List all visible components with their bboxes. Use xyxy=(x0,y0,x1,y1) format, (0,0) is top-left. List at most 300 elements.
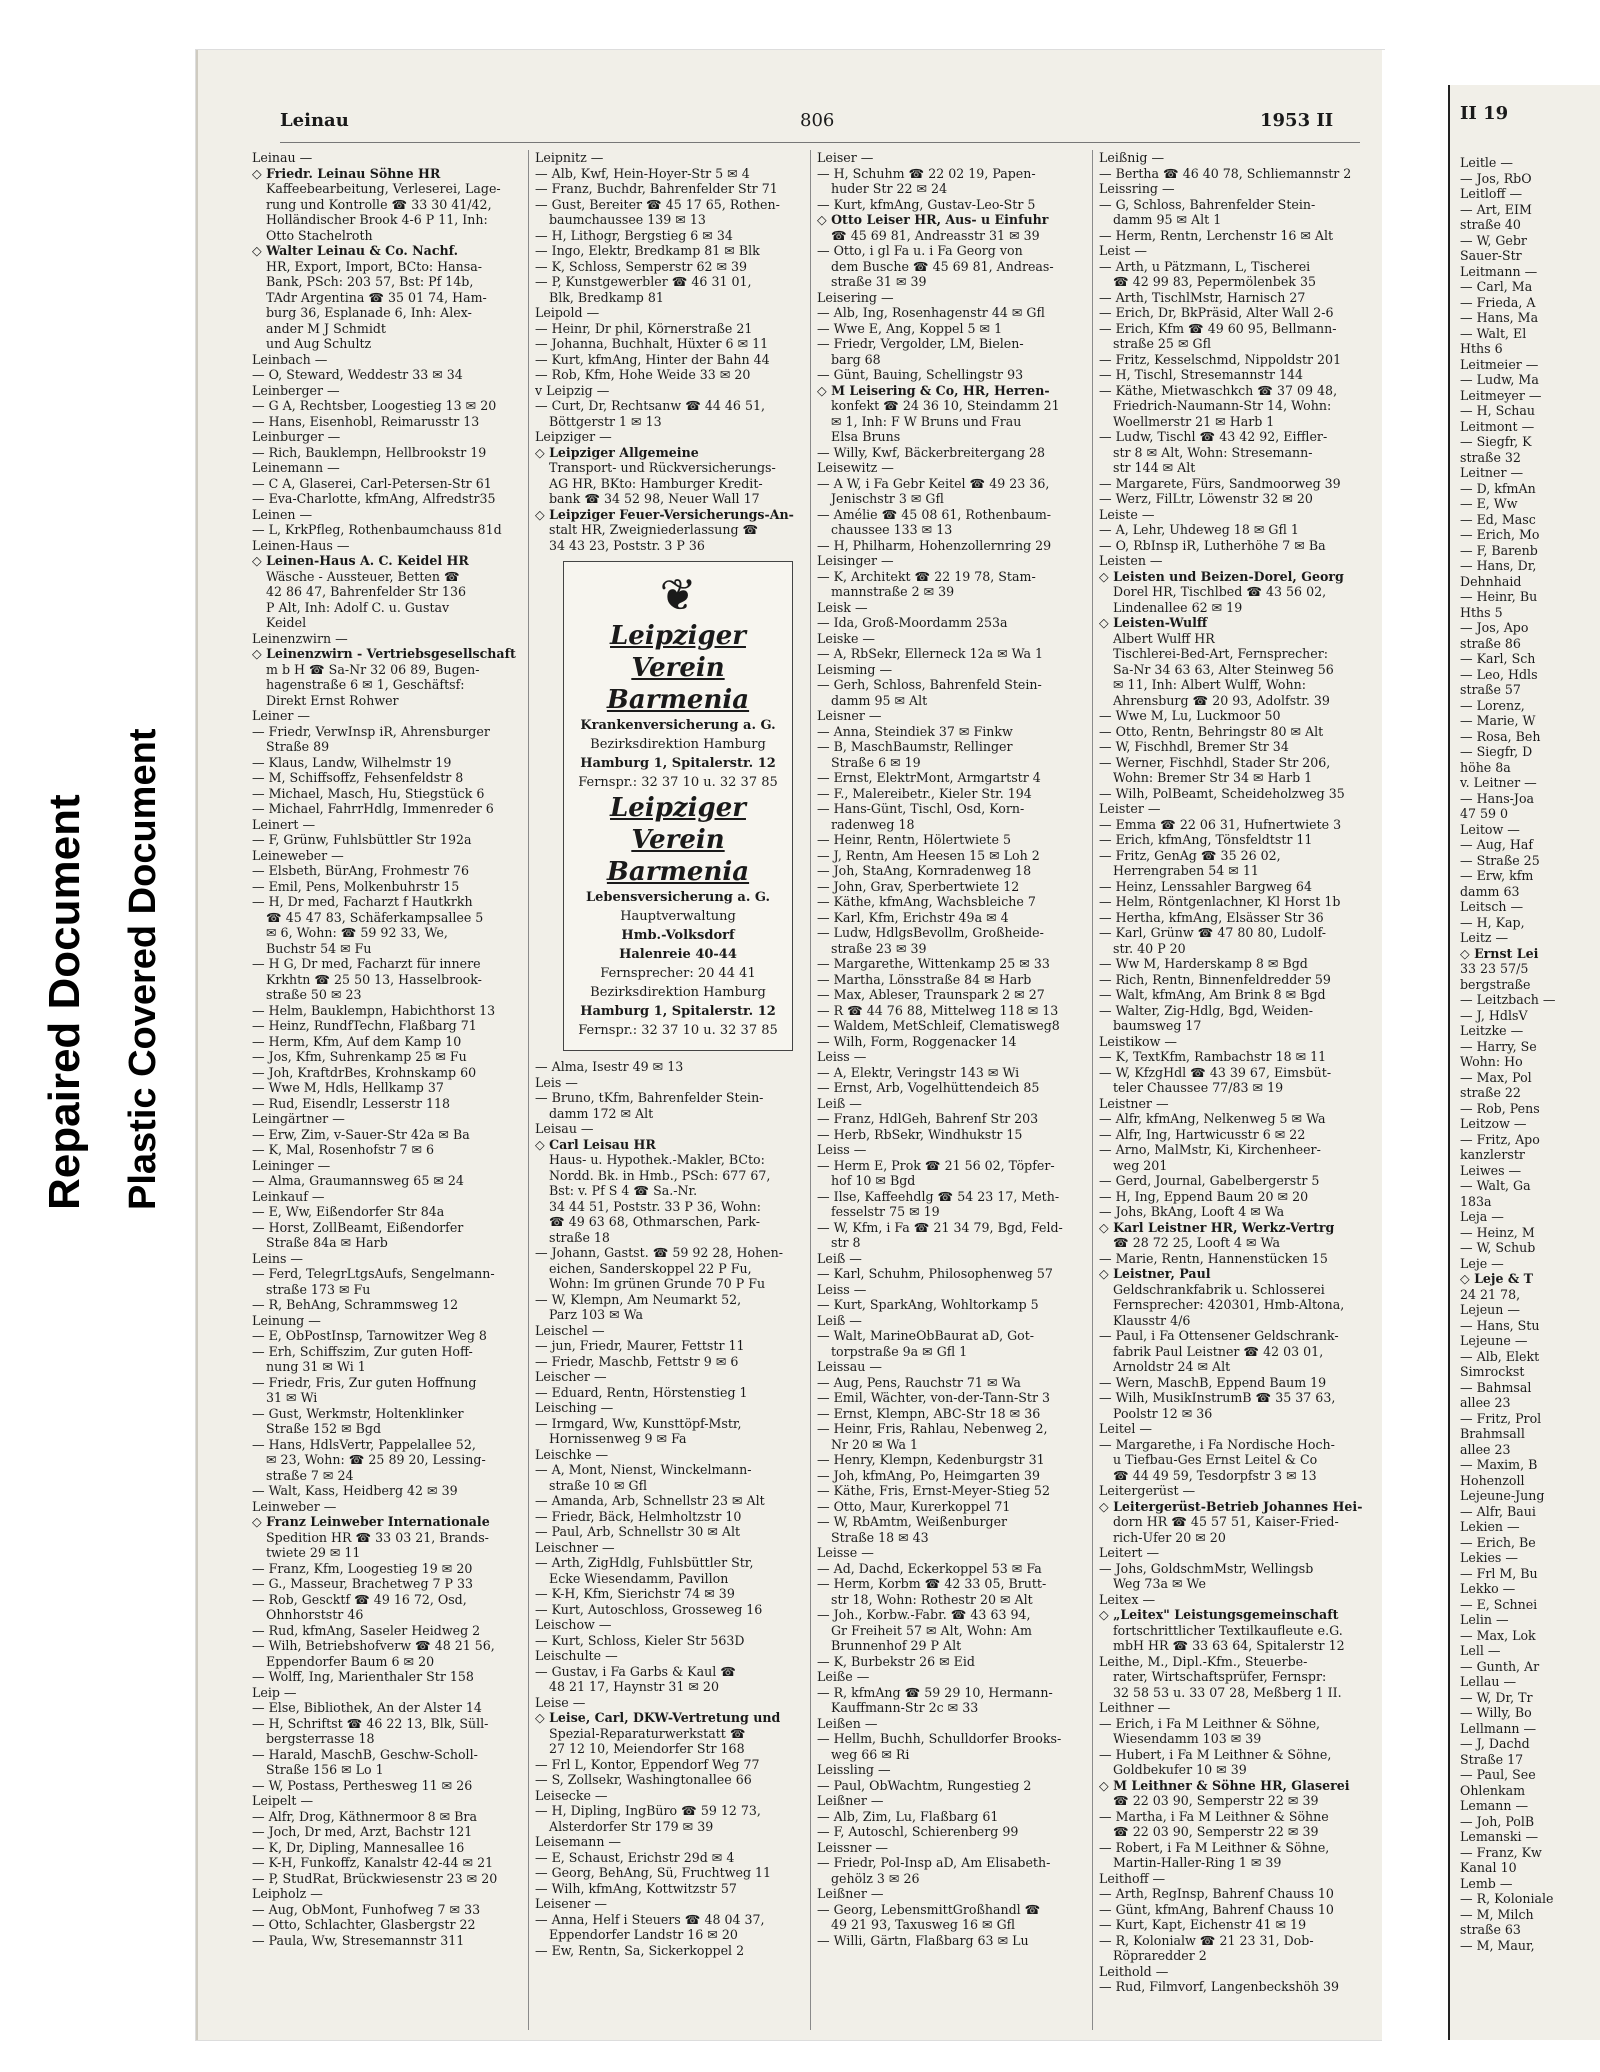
directory-entry: — Herb, RbSekr, Windhukstr 15 xyxy=(817,1126,1023,1142)
surname-heading: Leisse — xyxy=(817,1545,874,1560)
directory-entry: — Erich, Be xyxy=(1460,1534,1536,1550)
directory-entry: — Ernst, ElektrMont, Armgartstr 4 xyxy=(817,770,1041,785)
surname-heading: Leip — xyxy=(252,1684,297,1700)
directory-entry: — P, Kunstgewerbler ☎ 46 31 01, xyxy=(535,274,752,289)
directory-entry: — G., Masseur, Brachetweg 7 P 33 xyxy=(252,1576,474,1591)
directory-entry: — Hans, HdlsVertr, Pappelallee 52, xyxy=(252,1436,476,1452)
surname-heading: Leischner — xyxy=(535,1539,615,1555)
directory-entry: u Tiefbau-Ges Ernst Leitel & Co xyxy=(1113,1452,1318,1467)
directory-entry: — Alfr, Baui xyxy=(1460,1503,1536,1519)
directory-entry: — Arth, TischlMstr, Harnisch 27 xyxy=(1099,289,1306,305)
directory-entry: straße 32 xyxy=(1460,449,1521,465)
surname-heading: Leist — xyxy=(1099,243,1147,258)
surname-heading: Leiner — xyxy=(252,708,311,723)
surname-heading: Leisener — xyxy=(535,1896,607,1911)
surname-heading: Leje — xyxy=(1460,1255,1504,1271)
directory-entry: — Friedr, Fris, Zur guten Hoffnung xyxy=(252,1374,477,1390)
directory-entry: — Margarethe, i Fa Nordische Hoch- xyxy=(1099,1436,1335,1452)
directory-entry: Kauffmann-Str 2c ✉ 33 xyxy=(831,1700,979,1715)
directory-entry: Bst: v. Pf S 4 ☎ Sa.-Nr. xyxy=(549,1183,698,1198)
directory-entry: — Heinz, RundfTechn, Flaßbarg 71 xyxy=(252,1018,477,1033)
directory-entry: Woellmerstr 21 ✉ Harb 1 xyxy=(1113,413,1275,429)
surname-heading: Leithner — xyxy=(1099,1700,1171,1715)
directory-entry: ◇ Leisten-Wulff xyxy=(1099,615,1208,630)
directory-entry: Wohn: Im grünen Grunde 70 P Fu xyxy=(549,1276,766,1291)
directory-entry: — Rud, kfmAng, Saseler Heidweg 2 xyxy=(252,1622,481,1638)
directory-entry: — Joh, StaAng, Kornradenweg 18 xyxy=(817,863,1032,878)
directory-entry: ◇ M Leithner & Söhne HR, Glaserei xyxy=(1099,1777,1350,1793)
directory-entry: — Waldem, MetSchleif, Clematisweg8 xyxy=(817,1018,1060,1033)
directory-entry: ◇ Leipziger Allgemeine xyxy=(535,444,699,460)
directory-entry: — W, Kfm, i Fa ☎ 21 34 79, Bgd, Feld- xyxy=(817,1219,1063,1235)
directory-entry: — P, StudRat, Brückwiesenstr 23 ✉ 20 xyxy=(252,1870,498,1886)
directory-entry: Wohn: Bremer Str 34 ✉ Harb 1 xyxy=(1113,770,1313,785)
directory-entry: — Kurt, kfmAng, Gustav-Leo-Str 5 xyxy=(817,196,1036,212)
directory-entry: — Frl M, Bu xyxy=(1460,1565,1538,1581)
directory-entry: — R, kfmAng ☎ 59 29 10, Hermann- xyxy=(817,1684,1053,1700)
directory-entry: — O, Steward, Weddestr 33 ✉ 34 xyxy=(252,367,463,382)
directory-entry: rater, Wirtschaftsprüfer, Fernspr: xyxy=(1113,1669,1327,1684)
surname-heading: Leitow — xyxy=(1460,821,1520,837)
directory-entry: — G A, Rechtsber, Loogestieg 13 ✉ 20 xyxy=(252,398,497,413)
directory-entry: damm 63 xyxy=(1460,883,1520,899)
directory-entry: baumchaussee 139 ✉ 13 xyxy=(549,212,706,227)
directory-entry: — Hans, Ma xyxy=(1460,310,1539,325)
directory-entry: ☎ 45 47 83, Schäferkampsallee 5 xyxy=(266,909,484,925)
directory-entry: — K, TextKfm, Rambachstr 18 ✉ 11 xyxy=(1099,1049,1327,1064)
directory-entry: — Hans-Joa xyxy=(1460,790,1535,806)
directory-entry: ◇ Otto Leiser HR, Aus- u Einfuhr xyxy=(817,212,1049,227)
directory-entry: — D, kfmAn xyxy=(1460,480,1536,496)
directory-entry: — Karl, Kfm, Erichstr 49a ✉ 4 xyxy=(817,909,1009,925)
directory-entry: — Otto, Schlachter, Glasbergstr 22 xyxy=(252,1917,476,1932)
directory-entry: str. 40 P 20 xyxy=(1113,940,1186,956)
directory-entry: — Bertha ☎ 46 40 78, Schliemannstr 2 xyxy=(1099,165,1352,181)
directory-entry: — Fritz, Apo xyxy=(1460,1131,1540,1147)
directory-entry: ◇ Leipziger Feuer-Versicherungs-An- xyxy=(535,506,794,522)
directory-entry: — Else, Bibliothek, An der Alster 14 xyxy=(252,1700,482,1715)
directory-entry: dorn HR ☎ 45 57 51, Kaiser-Fried- xyxy=(1113,1514,1339,1529)
directory-entry: — Art, EIM xyxy=(1460,201,1532,217)
directory-entry: straße 23 ✉ 39 xyxy=(831,940,927,956)
directory-entry: — Ww M, Harderskamp 8 ✉ Bgd xyxy=(1099,956,1308,971)
directory-entry: Leithe, M., Dipl.-Kfm., Steuerbe- xyxy=(1099,1653,1308,1669)
directory-entry: — Hellm, Buchh, Schulldorfer Brooks- xyxy=(817,1731,1062,1746)
directory-entry: — Bruno, tKfm, Bahrenfelder Stein- xyxy=(535,1090,764,1105)
surname-heading: Leithold — xyxy=(1099,1963,1169,1979)
directory-entry: — Kurt, SparkAng, Wohltorkamp 5 xyxy=(817,1297,1039,1312)
directory-entry: — F, Autoschl, Schierenberg 99 xyxy=(817,1824,1019,1839)
directory-entry: — Max, Ableser, Traunspark 2 ✉ 27 xyxy=(817,987,1045,1002)
directory-entry: — Gerh, Schloss, Bahrenfeld Stein- xyxy=(817,677,1042,692)
directory-entry: — B, MaschBaumstr, Rellinger xyxy=(817,739,1013,754)
directory-entry: — Aug, Haf xyxy=(1460,837,1534,852)
directory-entry: Goldbekufer 10 ✉ 39 xyxy=(1113,1762,1247,1777)
directory-entry: straße 57 xyxy=(1460,682,1521,697)
directory-entry: — Elsbeth, BürAng, Frohmestr 76 xyxy=(252,863,470,878)
directory-entry: hof 10 ✉ Bgd xyxy=(831,1173,916,1188)
directory-entry: rung und Kontrolle ☎ 33 30 41/42, xyxy=(266,196,492,212)
directory-entry: — Otto, Rentn, Behringstr 80 ✉ Alt xyxy=(1099,723,1324,739)
directory-entry: — Paul, ObWachtm, Rungestieg 2 xyxy=(817,1777,1032,1793)
directory-entry: — Käthe, Mietwaschkch ☎ 37 09 48, xyxy=(1099,382,1338,398)
next-page-column xyxy=(1460,155,1555,1953)
directory-entry: Tischlerei-Bed-Art, Fernsprecher: xyxy=(1113,646,1329,661)
surname-heading: Leinberger — xyxy=(252,382,340,398)
directory-entry: Transport- und Rückversicherungs- xyxy=(549,460,776,475)
directory-entry: — Lorenz, xyxy=(1460,697,1525,713)
ad-line: Hamburg 1, Spitalerstr. 12 xyxy=(580,1004,776,1019)
directory-entry: ☎ 22 03 90, Semperstr 22 ✉ 39 xyxy=(1113,1824,1319,1839)
surname-heading: Lellau — xyxy=(1460,1674,1517,1689)
directory-entry: — S, Zollsekr, Washingtonallee 66 xyxy=(535,1772,752,1787)
directory-entry: — Rud, Eisendlr, Lesserstr 118 xyxy=(252,1095,451,1111)
directory-entry: — Jos, RbO xyxy=(1460,170,1532,186)
surname-heading: Leitzke — xyxy=(1460,1023,1524,1038)
directory-entry: — Otto, i gl Fa u. i Fa Georg von xyxy=(817,243,1023,258)
directory-entry: ◇ Leise, Carl, DKW-Vertretung und xyxy=(535,1710,781,1725)
directory-entry: — E, ObPostInsp, Tarnowitzer Weg 8 xyxy=(252,1328,487,1343)
directory-entry: — J, Rentn, Am Heesen 15 ✉ Loh 2 xyxy=(817,847,1040,863)
directory-entry: mannstraße 2 ✉ 39 xyxy=(831,584,955,599)
directory-entry: — F., Malereibetr., Kieler Str. 194 xyxy=(817,785,1032,801)
directory-entry: ◇ Leje & T xyxy=(1460,1271,1534,1286)
directory-entry: — Klaus, Landw, Wilhelmstr 19 xyxy=(252,754,452,770)
directory-entry: — Carl, Ma xyxy=(1460,279,1533,294)
directory-entry: — Joh, PolB xyxy=(1460,1813,1535,1829)
directory-entry: — Heinr, Rentn, Hölertwiete 5 xyxy=(817,832,1011,847)
surname-heading: Leitmeier — xyxy=(1460,356,1539,372)
directory-entry: Krkhtn ☎ 25 50 13, Hasselbrook- xyxy=(266,971,482,987)
directory-page xyxy=(196,50,1384,2040)
surname-heading: Leininger — xyxy=(252,1157,331,1173)
directory-entry: torpstraße 9a ✉ Gfl 1 xyxy=(831,1343,968,1359)
surname-heading: Leischulte — xyxy=(535,1648,618,1663)
page-number: 806 xyxy=(800,110,835,131)
directory-entry: — Max, Pol xyxy=(1460,1069,1532,1085)
directory-entry: — Ferd, TelegrLtgsAufs, Sengelmann- xyxy=(252,1266,495,1281)
directory-entry: — Leo, Hdls xyxy=(1460,666,1538,682)
directory-entry: Böttgerstr 1 ✉ 13 xyxy=(549,413,662,429)
surname-heading: Leißnig — xyxy=(1099,150,1165,165)
directory-entry: — Alfr, Ing, Hartwicusstr 6 ✉ 22 xyxy=(1099,1126,1306,1142)
directory-entry: — Kurt, Kapt, Eichenstr 41 ✉ 19 xyxy=(1099,1917,1307,1932)
directory-entry: Dehnhaid xyxy=(1460,573,1522,589)
directory-entry: — H, Dipling, IngBüro ☎ 59 12 73, xyxy=(535,1803,761,1818)
directory-entry: Eppendorfer Landstr 16 ✉ 20 xyxy=(549,1927,738,1942)
directory-entry: hagenstraße 6 ✉ 1, Geschäftsf: xyxy=(266,677,465,692)
directory-entry: str 8 xyxy=(831,1235,861,1250)
directory-entry: — John, Grav, Sperbertwiete 12 xyxy=(817,878,1020,894)
surname-heading: Leja — xyxy=(1460,1209,1504,1224)
directory-entry: — W, Postass, Perthesweg 11 ✉ 26 xyxy=(252,1777,473,1793)
directory-entry: Simrockst xyxy=(1460,1364,1525,1379)
directory-entry: — Anna, Helf i Steuers ☎ 48 04 37, xyxy=(535,1911,765,1927)
directory-entry: Holländischer Brook 4-6 P 11, Inh: xyxy=(266,212,488,227)
directory-entry: — Martha, i Fa M Leithner & Söhne xyxy=(1099,1808,1329,1824)
directory-entry: — Alb, Elekt xyxy=(1460,1348,1540,1364)
directory-entry: — Max, Lok xyxy=(1460,1627,1536,1643)
directory-entry: stalt HR, Zweigniederlassung ☎ xyxy=(549,522,759,537)
directory-entry: ☎ 42 99 83, Pepermölenbek 35 xyxy=(1113,274,1316,289)
directory-entry: eichen, Sanderskoppel 22 P Fu, xyxy=(549,1260,752,1276)
directory-entry: ◇ Friedr. Leinau Söhne HR xyxy=(252,165,441,181)
directory-entry: — Alb, Zim, Lu, Flaßbarg 61 xyxy=(817,1808,999,1824)
directory-entry: — Walt, Kass, Heidberg 42 ✉ 39 xyxy=(252,1483,458,1498)
directory-entry: — Wolff, Ing, Marienthaler Str 158 xyxy=(252,1669,474,1684)
surname-heading: Leinbach — xyxy=(252,351,328,367)
directory-entry: — Rob, Gescktf ☎ 49 16 72, Osd, xyxy=(252,1591,467,1607)
surname-heading: Leisecke — xyxy=(535,1787,608,1803)
directory-entry: baumsweg 17 xyxy=(1113,1018,1202,1033)
directory-entry: — Alb, Kwf, Hein-Hoyer-Str 5 ✉ 4 xyxy=(535,165,750,181)
directory-entry: — Paula, Ww, Stresemannstr 311 xyxy=(252,1932,465,1948)
directory-entry: 24 21 78, xyxy=(1460,1286,1521,1302)
directory-entry: Poolstr 12 ✉ 36 xyxy=(1113,1405,1213,1421)
directory-entry: — Rud, Filmvorf, Langenbeckshöh 39 xyxy=(1099,1979,1340,1994)
directory-entry: Hths 6 xyxy=(1460,341,1503,356)
directory-entry: weg 66 ✉ Ri xyxy=(831,1746,910,1762)
surname-heading: Leis — xyxy=(535,1074,578,1090)
directory-entry: — Wwe E, Ang, Koppel 5 ✉ 1 xyxy=(817,320,1003,336)
directory-entry: — Hans, Stu xyxy=(1460,1317,1540,1333)
directory-entry: — Helm, Bauklempn, Habichthorst 13 xyxy=(252,1002,496,1018)
directory-entry: — Aug, Pens, Rauchstr 71 ✉ Wa xyxy=(817,1374,1021,1390)
directory-entry: Martin-Haller-Ring 1 ✉ 39 xyxy=(1113,1855,1282,1870)
directory-entry: — Frl L, Kontor, Eppendorf Weg 77 xyxy=(535,1756,760,1772)
directory-entry: — Marie, Rentn, Hannenstücken 15 xyxy=(1099,1250,1328,1266)
directory-entry: straße 18 xyxy=(549,1229,610,1245)
next-page-edge xyxy=(1448,85,1600,2040)
surname-heading: Leißner — xyxy=(817,1793,884,1808)
directory-entry: — Friedr, Pol-Insp aD, Am Elisabeth- xyxy=(817,1855,1051,1870)
ad-line: Hamburg 1, Spitalerstr. 12 xyxy=(580,756,776,771)
directory-entry: — Wilh, PolBeamt, Scheideholzweg 35 xyxy=(1099,785,1345,801)
directory-entry: — W, Fischhdl, Bremer Str 34 xyxy=(1099,739,1289,754)
directory-entry: bank ☎ 34 52 98, Neuer Wall 17 xyxy=(549,491,760,506)
surname-heading: Leise — xyxy=(535,1694,586,1710)
directory-entry: Straße 89 xyxy=(266,739,330,754)
directory-entry: P Alt, Inh: Adolf C. u. Gustav xyxy=(266,599,450,615)
directory-entry: — Herm, Rentn, Lerchenstr 16 ✉ Alt xyxy=(1099,227,1334,243)
surname-heading: Leisming — xyxy=(817,661,893,677)
directory-entry: — Paul, See xyxy=(1460,1767,1536,1782)
surname-heading: Leitergerüst — xyxy=(1099,1483,1196,1498)
directory-entry: und Aug Schultz xyxy=(266,336,372,351)
barmenia-advertisement xyxy=(563,561,793,1051)
directory-entry: — Wilh, MusikInstrumB ☎ 35 37 63, xyxy=(1099,1390,1336,1405)
surname-heading: Leischow — xyxy=(535,1617,612,1632)
surname-heading: v. Leitner — xyxy=(1460,775,1537,790)
directory-entry: — Rich, Rentn, Binnenfeldredder 59 xyxy=(1099,971,1331,987)
directory-entry: — R, BehAng, Schrammsweg 12 xyxy=(252,1297,459,1312)
surname-heading: Lell — xyxy=(1460,1643,1501,1658)
directory-entry: — Walt, Ga xyxy=(1460,1178,1531,1193)
directory-entry: — Michael, FahrrHdlg, Immenreder 6 xyxy=(252,801,494,816)
surname-heading: Leiße — xyxy=(817,1669,870,1684)
directory-entry: — H, Schuhm ☎ 22 02 19, Papen- xyxy=(817,165,1036,181)
directory-entry: ✉ 23, Wohn: ☎ 25 89 20, Lessing- xyxy=(266,1452,486,1467)
directory-entry: — Margarete, Fürs, Sandmoorweg 39 xyxy=(1099,475,1341,491)
directory-entry: ◇ Leitergerüst-Betrieb Johannes Hei- xyxy=(1099,1498,1363,1514)
directory-entry: 31 ✉ Wi xyxy=(266,1390,318,1405)
surname-heading: v Leipzig — xyxy=(535,382,610,398)
surname-heading: Leiss — xyxy=(817,1281,867,1297)
directory-entry: — Ludw, Ma xyxy=(1460,372,1539,387)
directory-entry: burg 36, Esplanade 6, Inh: Alex- xyxy=(266,305,472,320)
surname-heading: Lekko — xyxy=(1460,1581,1516,1596)
surname-heading: Lekies — xyxy=(1460,1550,1518,1565)
directory-entry: — Eva-Charlotte, kfmAng, Alfredstr35 xyxy=(252,491,496,506)
directory-entry: ◇ Leisten und Beizen-Dorel, Georg xyxy=(1099,568,1344,584)
directory-entry: straße 40 xyxy=(1460,217,1521,232)
directory-entry: Ahrensburg ☎ 20 93, Adolfstr. 39 xyxy=(1113,692,1330,708)
directory-entry: Hths 5 xyxy=(1460,604,1503,620)
repair-stamp xyxy=(0,0,190,2072)
directory-entry: — A, Mont, Nienst, Winckelmann- xyxy=(535,1462,752,1477)
directory-entry: 42 86 47, Bahrenfelder Str 136 xyxy=(266,584,466,599)
surname-heading: Leitmont — xyxy=(1460,418,1535,434)
directory-entry: 32 58 53 u. 33 07 28, Meßberg 1 II. xyxy=(1113,1684,1342,1700)
surname-heading: Leitsch — xyxy=(1460,899,1524,914)
directory-entry: — Wwe M, Lu, Luckmoor 50 xyxy=(1099,708,1281,723)
directory-entry: — Heinz, Lenssahler Bargweg 64 xyxy=(1099,878,1312,894)
directory-entry: — Gustav, i Fa Garbs & Kaul ☎ xyxy=(535,1663,736,1679)
surname-heading: Lemann — xyxy=(1460,1798,1529,1813)
directory-entry: bergstraße xyxy=(1460,976,1531,992)
surname-heading: Leinburger — xyxy=(252,429,341,444)
directory-entry: — Siegfr, K xyxy=(1460,434,1532,449)
directory-entry: 34 44 51, Poststr. 33 P 36, Wohn: xyxy=(549,1198,761,1214)
directory-entry: — Johann, Gastst. ☎ 59 92 28, Hohen- xyxy=(535,1245,783,1260)
directory-entry: Keidel xyxy=(266,615,307,630)
directory-entry: — Georg, LebensmittGroßhandl ☎ xyxy=(817,1901,1041,1917)
directory-entry: ◇ Leinenzwirn - Vertriebsgesellschaft xyxy=(252,646,516,661)
directory-entry: huder Str 22 ✉ 24 xyxy=(831,181,948,196)
surname-heading: Leister — xyxy=(1099,801,1161,816)
surname-heading: Leins — xyxy=(252,1250,304,1266)
directory-entry: — Aug, ObMont, Funhofweg 7 ✉ 33 xyxy=(252,1901,481,1917)
directory-entry: — Siegfr, D xyxy=(1460,744,1533,759)
surname-heading: Leithoff — xyxy=(1099,1870,1166,1886)
directory-entry: — Ernst, Arb, Vogelhüttendeich 85 xyxy=(817,1080,1040,1095)
directory-entry: rich-Ufer 20 ✉ 20 xyxy=(1113,1529,1226,1545)
directory-entry: — Joh., Korbw.-Fabr. ☎ 43 63 94, xyxy=(817,1607,1031,1622)
directory-entry: — Friedr, VerwInsp iR, Ahrensburger xyxy=(252,723,490,739)
surname-heading: Lemb — xyxy=(1460,1875,1513,1891)
directory-entry: Kaffeebearbeitung, Verleserei, Lage- xyxy=(266,181,501,196)
surname-heading: Leischke — xyxy=(535,1446,609,1462)
ad-line: Fernspr.: 32 37 10 u. 32 37 85 xyxy=(578,1023,778,1038)
directory-entry: — Ida, Groß-Moordamm 253a xyxy=(817,615,1008,630)
directory-entry: — Ernst, Klempn, ABC-Str 18 ✉ 36 xyxy=(817,1405,1041,1421)
directory-entry: — Käthe, Fris, Ernst-Meyer-Stieg 52 xyxy=(817,1483,1050,1498)
directory-entry: Hohenzoll xyxy=(1460,1472,1525,1488)
directory-entry: Straße 156 ✉ Lo 1 xyxy=(266,1762,384,1777)
surname-heading: Lejeune — xyxy=(1460,1333,1528,1348)
surname-heading: Leipziger — xyxy=(535,429,612,444)
directory-entry: Röpraredder 2 xyxy=(1113,1948,1207,1963)
directory-entry: — K, Burbekstr 26 ✉ Eid xyxy=(817,1653,975,1669)
directory-entry: — H, Schriftst ☎ 46 22 13, Blk, Süll- xyxy=(252,1715,489,1731)
directory-entry: ☎ 28 72 25, Looft 4 ✉ Wa xyxy=(1113,1235,1280,1250)
directory-entry: barg 68 xyxy=(831,351,881,367)
directory-entry: — W, RbAmtm, Weißenburger xyxy=(817,1514,1008,1529)
directory-entry: — Bahmsal xyxy=(1460,1379,1532,1395)
directory-entry: str 18, Wohn: Rothestr 20 ✉ Alt xyxy=(831,1591,1033,1607)
directory-entry: — Friedr, Maschb, Fettstr 9 ✉ 6 xyxy=(535,1353,739,1369)
directory-entry: — Joh, kfmAng, Po, Heimgarten 39 xyxy=(817,1467,1041,1483)
surname-heading: Lemanski — xyxy=(1460,1829,1539,1844)
surname-heading: Leischer — xyxy=(535,1369,607,1384)
directory-entry: höhe 8a xyxy=(1460,759,1511,775)
directory-entry: — Ilse, Kaffeehdlg ☎ 54 23 17, Meth- xyxy=(817,1188,1060,1204)
directory-entry: — H, Philharm, Hohenzollernring 29 xyxy=(817,537,1052,553)
directory-entry: — W, Klempn, Am Neumarkt 52, xyxy=(535,1291,742,1307)
surname-heading: Leinau — xyxy=(252,150,313,165)
directory-entry: — M, Milch xyxy=(1460,1906,1534,1922)
directory-entry: — Paul, Arb, Schnellstr 30 ✉ Alt xyxy=(535,1524,741,1539)
directory-entry: Brahmsall xyxy=(1460,1426,1525,1441)
directory-entry: — H, Tischl, Stresemannstr 144 xyxy=(1099,367,1304,382)
directory-entry: — A, Lehr, Uhdeweg 18 ✉ Gfl 1 xyxy=(1099,522,1299,537)
directory-entry: Buchstr 54 ✉ Fu xyxy=(266,940,372,956)
directory-entry: straße 10 ✉ Gfl xyxy=(549,1477,647,1493)
ad-line: Hauptverwaltung xyxy=(620,909,736,924)
directory-entry: ✉ 6, Wohn: ☎ 59 92 33, We, xyxy=(266,925,448,940)
directory-entry: Spezial-Reparaturwerkstatt ☎ xyxy=(549,1725,746,1741)
directory-entry: 48 21 17, Haynstr 31 ✉ 20 xyxy=(549,1679,719,1694)
column-4 xyxy=(1092,150,1379,2030)
surname-heading: Leitzow — xyxy=(1460,1116,1527,1131)
directory-entry: — Robert, i Fa M Leithner & Söhne, xyxy=(1099,1839,1330,1855)
directory-entry: — Helm, Röntgenlachner, Kl Horst 1b xyxy=(1099,894,1341,909)
directory-entry: — Arth, u Pätzmann, L, Tischerei xyxy=(1099,258,1311,274)
directory-entry: — Franz, Kw xyxy=(1460,1844,1542,1860)
surname-heading: Leissau — xyxy=(817,1359,882,1374)
stamp-line-2: Plastic Covered Document xyxy=(122,728,164,1210)
surname-heading: Leitex — xyxy=(1099,1591,1156,1607)
header-year: 1953 II xyxy=(1260,110,1334,131)
directory-entry: Herrengraben 54 ✉ 11 xyxy=(1113,863,1259,878)
directory-entry: — Hertha, kfmAng, Elsässer Str 36 xyxy=(1099,909,1324,925)
directory-entry: — Erich, i Fa M Leithner & Söhne, xyxy=(1099,1715,1321,1731)
directory-entry: — A W, i Fa Gebr Keitel ☎ 49 23 36, xyxy=(817,475,1050,491)
surname-heading: Leitert — xyxy=(1099,1545,1160,1560)
directory-entry: — Joch, Dr med, Arzt, Bachstr 121 xyxy=(252,1824,473,1839)
directory-entry: ☎ 44 49 59, Tesdorpfstr 3 ✉ 13 xyxy=(1113,1467,1317,1483)
directory-entry: — Willi, Gärtn, Flaßbarg 63 ✉ Lu xyxy=(817,1932,1029,1948)
directory-entry: — Günt, kfmAng, Bahrenf Chauss 10 xyxy=(1099,1901,1334,1917)
columns xyxy=(252,150,1378,2030)
directory-entry: — Fritz, Kesselschmd, Nippoldstr 201 xyxy=(1099,351,1342,367)
surname-heading: Leisner — xyxy=(817,708,882,723)
directory-entry: 27 12 10, Meiendorfer Str 168 xyxy=(549,1741,745,1756)
directory-entry: — Erich, Dr, BkPräsid, Alter Wall 2-6 xyxy=(1099,305,1334,320)
directory-entry: — Amanda, Arb, Schnellstr 23 ✉ Alt xyxy=(535,1493,765,1508)
directory-entry: — J, HdlsV xyxy=(1460,1007,1528,1023)
surname-heading: Leinen-Haus — xyxy=(252,537,350,553)
directory-entry: — L, KrkPfleg, Rothenbaumchauss 81d xyxy=(252,522,502,537)
directory-entry: — K, Mal, Rosenhofstr 7 ✉ 6 xyxy=(252,1142,435,1157)
directory-entry: AG HR, BKto: Hamburger Kredit- xyxy=(549,475,763,491)
directory-entry: — K-H, Funkoffz, Kanalstr 42-44 ✉ 21 xyxy=(252,1855,494,1870)
directory-entry: — Erich, Mo xyxy=(1460,527,1540,542)
surname-heading: Leisinger — xyxy=(817,553,894,568)
directory-entry: — Ed, Masc xyxy=(1460,511,1536,527)
directory-entry: — Franz, Buchdr, Bahrenfelder Str 71 xyxy=(535,181,778,196)
directory-entry: — Hans, Dr, xyxy=(1460,558,1537,573)
